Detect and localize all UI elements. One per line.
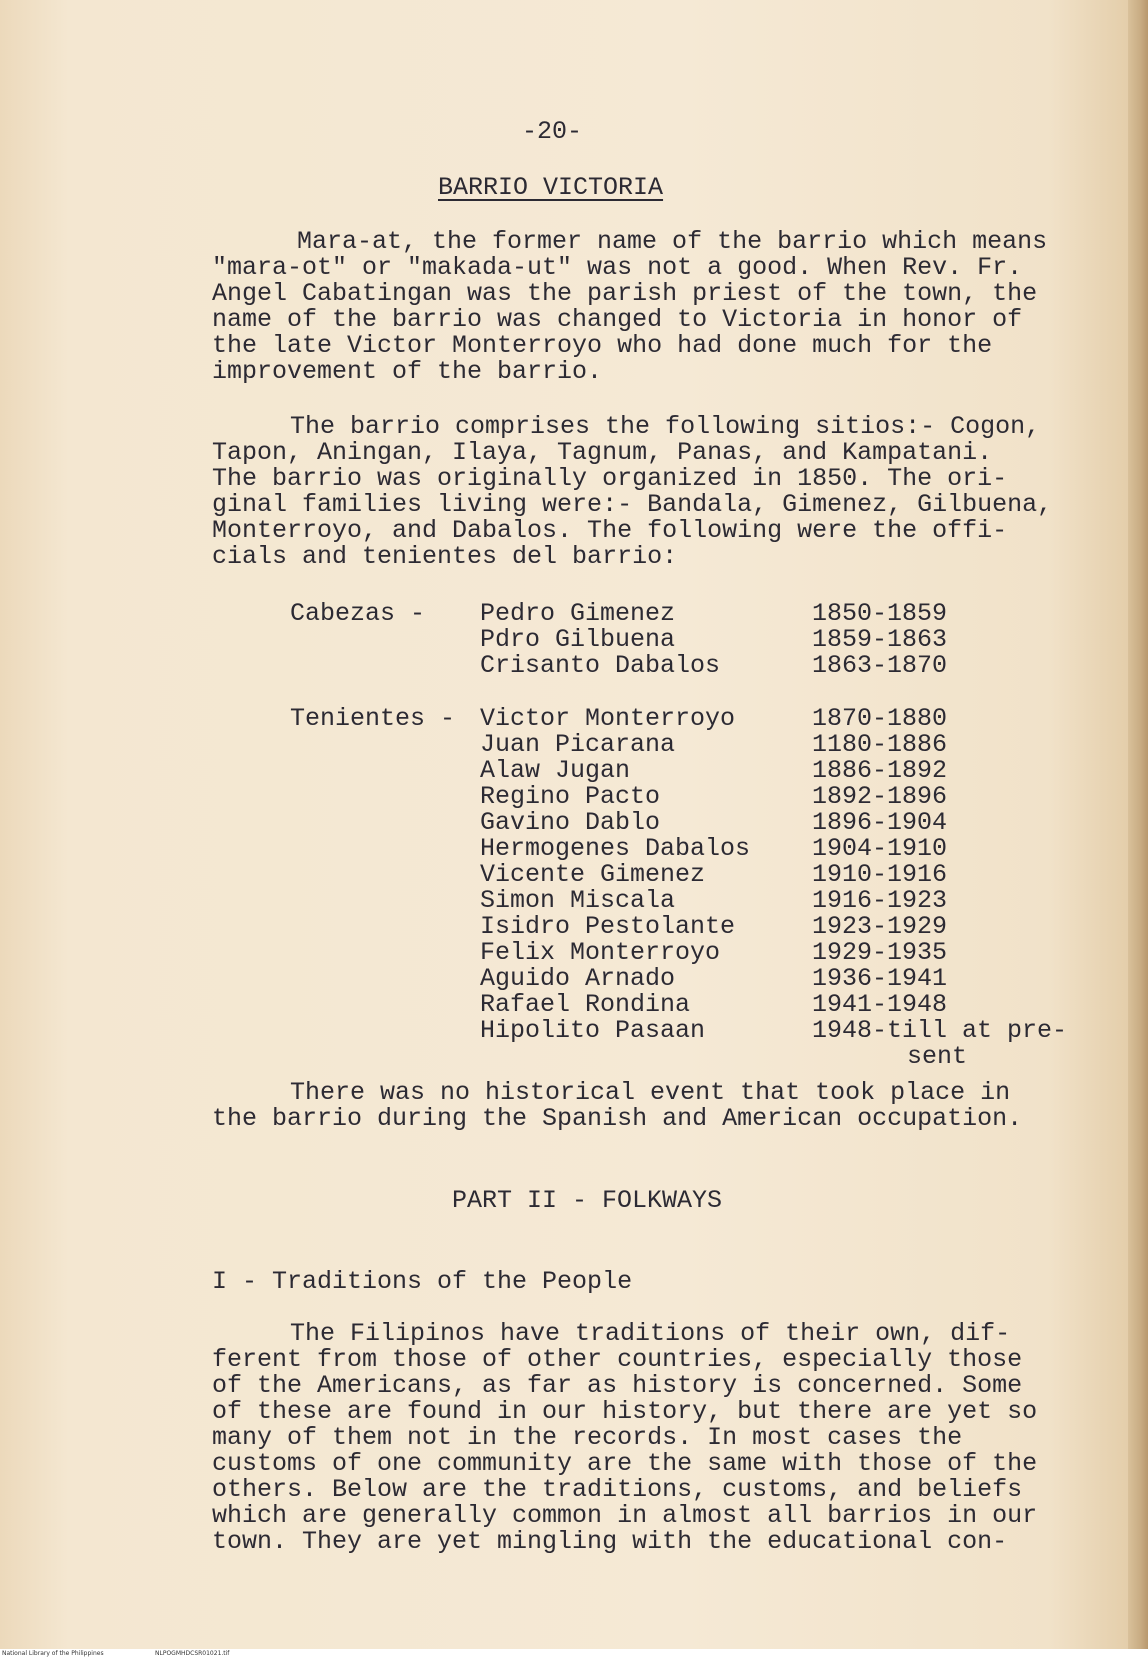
official-name: Simon Miscala [480, 886, 676, 915]
official-name: Pedro Gimenez [480, 599, 676, 628]
official-years: 1870-1880 [812, 704, 948, 733]
cabezas-label: Cabezas - [290, 599, 426, 628]
official-name: Crisanto Dabalos [480, 651, 721, 680]
paragraph-line: Tapon, Aningan, Ilaya, Tagnum, Panas, and Kampatani. [212, 438, 993, 467]
official-years: 1923-1929 [812, 912, 948, 941]
official-name: Gavino Dablo [480, 808, 661, 837]
paragraph-line: improvement of the barrio. [212, 357, 603, 386]
footer-file: NLPOGMHDCSR01021.tif [155, 1650, 230, 1657]
page-edge-shadow [1128, 0, 1148, 1650]
official-years: 1892-1896 [812, 782, 948, 811]
official-name: Felix Monterroyo [480, 938, 721, 967]
paragraph-line: the late Victor Monterroyo who had done much for the [212, 331, 993, 360]
official-years: 1929-1935 [812, 938, 948, 967]
official-years: 1904-1910 [812, 834, 948, 863]
official-years: 1886-1892 [812, 756, 948, 785]
tenientes-label: Tenientes - [290, 704, 456, 733]
official-years: 1910-1916 [812, 860, 948, 889]
official-name: Pdro Gilbuena [480, 625, 676, 654]
paragraph-line: ferent from those of other countries, especially those [212, 1345, 1023, 1374]
paragraph-line: customs of one community are the same with those of the [212, 1449, 1038, 1478]
paragraph-line: town. They are yet mingling with the educational con- [212, 1527, 1008, 1556]
page-number: -20- [522, 117, 583, 146]
official-name: Victor Monterroyo [480, 704, 736, 733]
official-years: 1180-1886 [812, 730, 948, 759]
paragraph-line: The Filipinos have traditions of their own, dif- [290, 1319, 1011, 1348]
paragraph-line: Mara-at, the former name of the barrio which means [297, 227, 1048, 256]
official-name: Alaw Jugan [480, 756, 631, 785]
official-name: Regino Pacto [480, 782, 661, 811]
paragraph-line: of these are found in our history, but there are yet so [212, 1397, 1038, 1426]
paragraph-line: others. Below are the traditions, customs, and beliefs [212, 1475, 1023, 1504]
official-years: 1941-1948 [812, 990, 948, 1019]
section-title: BARRIO VICTORIA [438, 173, 664, 202]
paragraph-line: "mara-ot" or "makada-ut" was not a good. When Rev. Fr. [212, 253, 1023, 282]
subheading: I - Traditions of the People [212, 1267, 633, 1296]
official-years-continuation: sent [907, 1042, 968, 1071]
official-years: 1936-1941 [812, 964, 948, 993]
official-name: Hermogenes Dabalos [480, 834, 751, 863]
official-name: Vicente Gimenez [480, 860, 706, 889]
official-years: 1863-1870 [812, 651, 948, 680]
paragraph-line: ginal families living were:- Bandala, Gimenez, Gilbuena, [212, 490, 1053, 519]
paragraph-line: The barrio was originally organized in 1850. The ori- [212, 464, 1008, 493]
official-years: 1948-till at pre- [812, 1016, 1068, 1045]
paragraph-line: of the Americans, as far as history is concerned. Some [212, 1371, 1023, 1400]
paragraph-line: name of the barrio was changed to Victoria in honor of [212, 305, 1023, 334]
footer-library: National Library of the Philippines [2, 1650, 104, 1657]
official-name: Isidro Pestolante [480, 912, 736, 941]
official-years: 1896-1904 [812, 808, 948, 837]
official-years: 1916-1923 [812, 886, 948, 915]
paragraph-line: Angel Cabatingan was the parish priest of the town, the [212, 279, 1038, 308]
official-years: 1859-1863 [812, 625, 948, 654]
paragraph-line: the barrio during the Spanish and American occupation. [212, 1104, 1023, 1133]
paragraph-line: many of them not in the records. In most cases the [212, 1423, 963, 1452]
official-name: Juan Picarana [480, 730, 676, 759]
scan-footer [0, 1649, 1148, 1658]
official-name: Hipolito Pasaan [480, 1016, 706, 1045]
paragraph-line: The barrio comprises the following sitios:- Cogon, [290, 412, 1041, 441]
official-years: 1850-1859 [812, 599, 948, 628]
official-name: Aguido Arnado [480, 964, 676, 993]
paragraph-line: cials and tenientes del barrio: [212, 542, 678, 571]
official-name: Rafael Rondina [480, 990, 691, 1019]
paragraph-line: which are generally common in almost all barrios in our [212, 1501, 1038, 1530]
paragraph-line: Monterroyo, and Dabalos. The following were the offi- [212, 516, 1008, 545]
paragraph-line: There was no historical event that took place in [290, 1078, 1011, 1107]
part-title: PART II - FOLKWAYS [452, 1186, 723, 1215]
